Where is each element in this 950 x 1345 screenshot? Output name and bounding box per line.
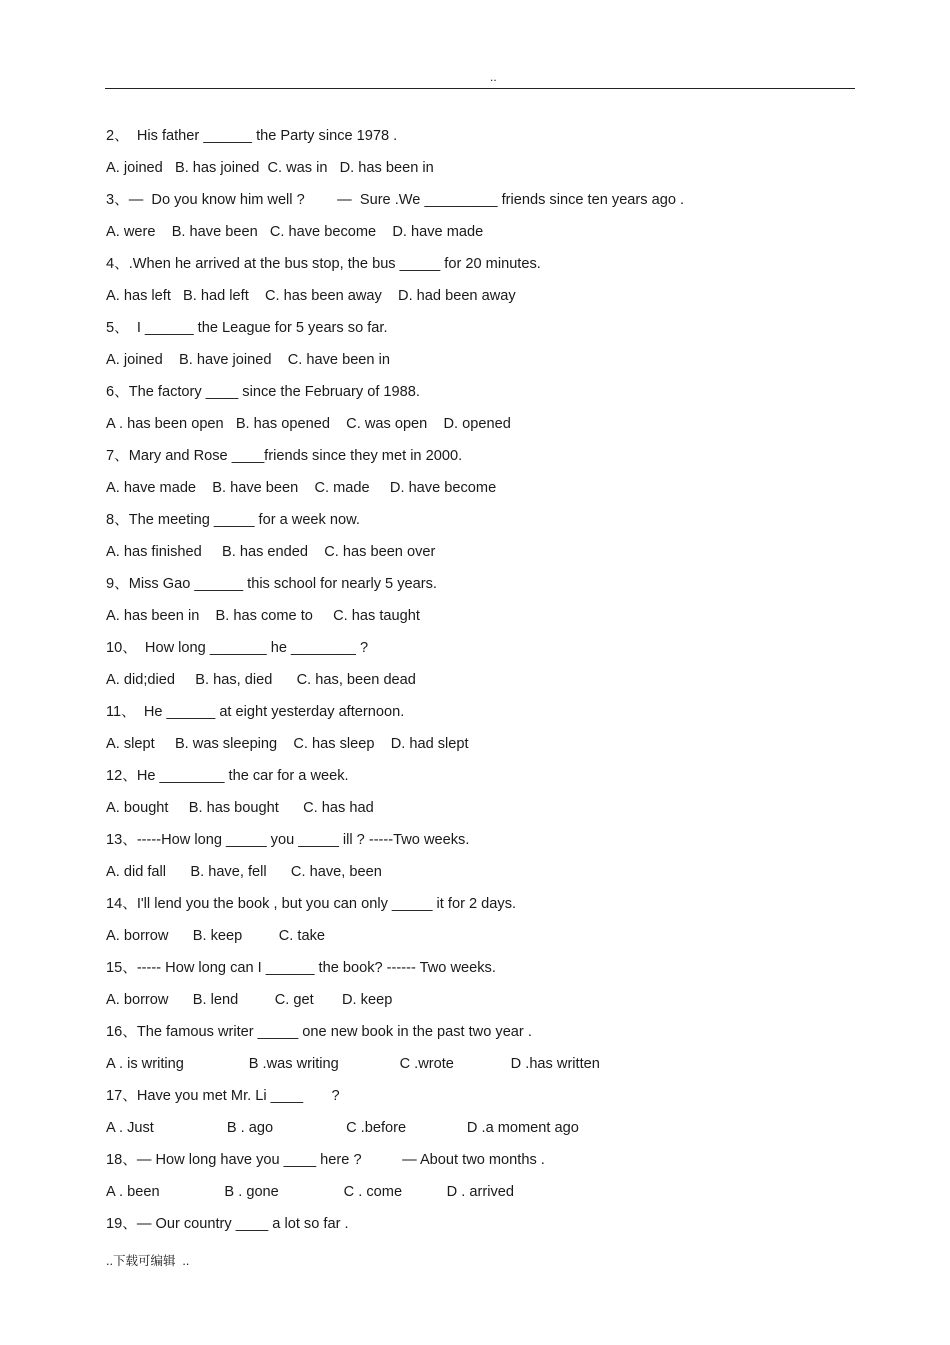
answer-options: A . been B . gone C . come D . arrived [106,1184,514,1200]
question-stem: 7、Mary and Rose ____friends since they met in 2000. [106,448,463,464]
answer-options: A. has been in B. has come to C. has taught [106,608,420,624]
answer-options: A. has left B. had left C. has been away D. had been away [106,288,516,304]
answer-options: A . Just B . ago C .before D .a moment ago [106,1120,579,1136]
answer-options: A. slept B. was sleeping C. has sleep D. had slept [106,736,469,752]
question-stem: 2、 His father ______ the Party since 1978 . [106,128,398,144]
question-stem: 13、-----How long _____ you _____ ill ? -----Two weeks. [106,832,470,848]
question-stem: 17、Have you met Mr. Li ____ ? [106,1088,340,1104]
answer-options: A. did;died B. has, died C. has, been dead [106,672,416,688]
answer-options: A. borrow B. lend C. get D. keep [106,992,393,1008]
question-list [106,126,684,1246]
question-stem: 12、He ________ the car for a week. [106,768,349,784]
question-stem: 19、— Our country ____ a lot so far . [106,1216,349,1232]
question-stem: 11、 He ______ at eight yesterday afternoon. [106,704,405,720]
question-stem: 14、I'll lend you the book , but you can only _____ it for 2 days. [106,896,517,912]
question-stem: 5、 I ______ the League for 5 years so far. [106,320,388,336]
answer-options: A. borrow B. keep C. take [106,928,325,944]
answer-options: A. were B. have been C. have become D. have made [106,224,484,240]
question-stem: 9、Miss Gao ______ this school for nearly 5 years. [106,576,437,592]
question-stem: 4、.When he arrived at the bus stop, the bus _____ for 20 minutes. [106,256,541,272]
answer-options: A. has finished B. has ended C. has been over [106,544,436,560]
question-stem: 10、 How long _______ he ________ ? [106,640,369,656]
question-stem: 15、----- How long can I ______ the book? ------ Two weeks. [106,960,496,976]
answer-options: A . has been open B. has opened C. was open D. opened [106,416,511,432]
footer-text: ..下载可编辑 .. [106,1254,190,1268]
header-dots: .. [490,70,497,84]
answer-options: A. bought B. has bought C. has had [106,800,374,816]
answer-options: A. joined B. have joined C. have been in [106,352,390,368]
question-stem: 8、The meeting _____ for a week now. [106,512,360,528]
question-stem: 3、— Do you know him well ? — Sure .We _________ friends since ten years ago . [106,192,685,208]
answer-options: A. have made B. have been C. made D. have become [106,480,497,496]
answer-options: A. joined B. has joined C. was in D. has been in [106,160,434,176]
question-stem: 16、The famous writer _____ one new book in the past two year . [106,1024,532,1040]
question-stem: 18、— How long have you ____ here ? — About two months . [106,1152,545,1168]
answer-options: A. did fall B. have, fell C. have, been [106,864,382,880]
question-stem: 6、The factory ____ since the February of 1988. [106,384,420,400]
answer-options: A . is writing B .was writing C .wrote D .has written [106,1056,600,1072]
header-rule [105,88,855,89]
